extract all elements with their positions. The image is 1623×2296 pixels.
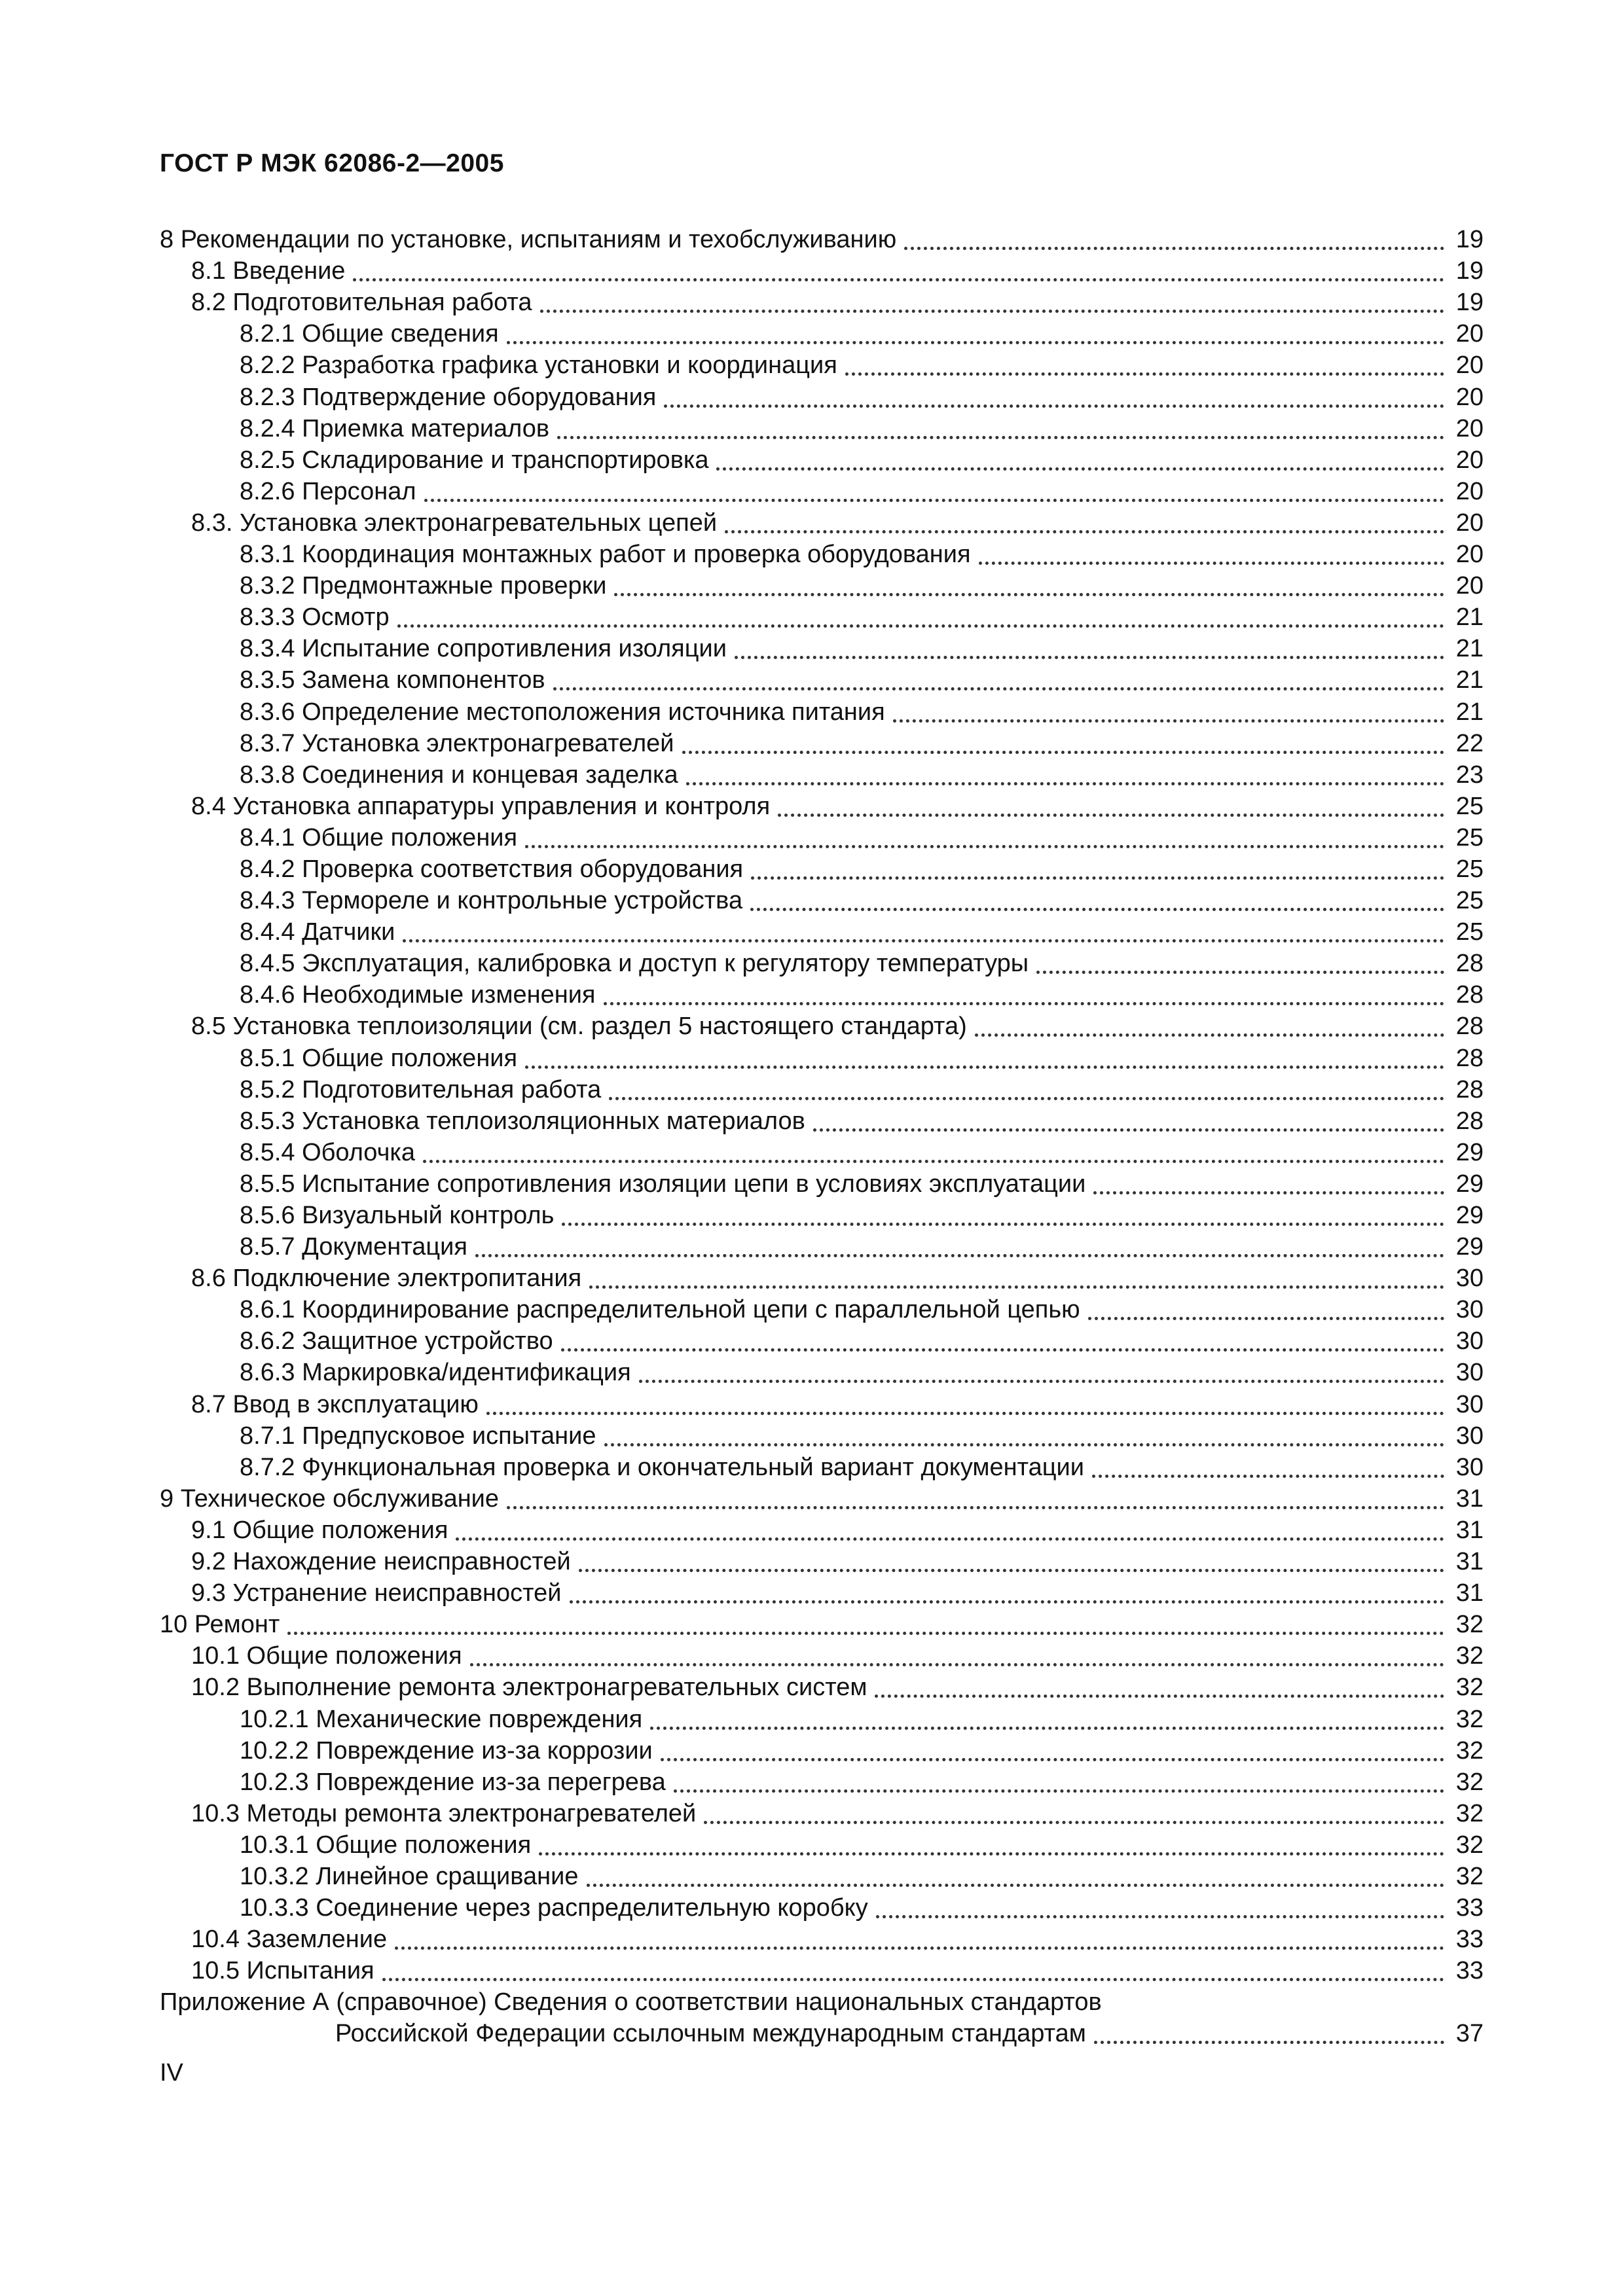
toc-entry-title: 10.3.2 Линейное сращивание (240, 1862, 579, 1890)
toc-entry-page: 28 (1455, 1044, 1484, 1072)
toc-entry-title: 8.4 Установка аппаратуры управления и контроля (191, 792, 771, 820)
toc-entry-title: 10.1 Общие положения (191, 1642, 462, 1670)
toc-entry[interactable] (160, 1577, 1484, 1609)
toc-entry[interactable] (160, 1011, 1484, 1042)
toc-entry[interactable] (160, 1703, 1484, 1734)
toc-entry-page: 31 (1455, 1548, 1484, 1576)
toc-entry-title: Приложение А (справочное) Сведения о соответствии национальных стандартов (160, 1988, 1102, 2017)
toc-entry-title: 8.2.4 Приемка материалов (240, 414, 550, 442)
toc-entry-page: 20 (1455, 383, 1484, 411)
toc-leader-dots (604, 996, 1444, 1005)
toc-leader-dots (650, 1720, 1444, 1730)
toc-entry[interactable] (160, 570, 1484, 601)
toc-entry-page: 32 (1455, 1705, 1484, 1733)
toc-leader-dots (589, 1279, 1444, 1289)
toc-entry-page: 21 (1455, 635, 1484, 663)
toc-entry[interactable] (160, 1955, 1484, 1986)
toc-entry-page: 21 (1455, 603, 1484, 632)
toc-entry[interactable] (160, 822, 1484, 853)
toc-leader-dots (875, 1688, 1444, 1698)
toc-leader-dots (778, 807, 1444, 817)
toc-entry-title: 8.6 Подключение электропитания (191, 1265, 582, 1293)
toc-leader-dots (1036, 964, 1444, 974)
toc-entry[interactable] (160, 476, 1484, 507)
toc-entry-page: 20 (1455, 351, 1484, 380)
toc-entry-page: 25 (1455, 855, 1484, 883)
toc-leader-dots (661, 1751, 1444, 1761)
toc-entry[interactable] (160, 1420, 1484, 1452)
toc-entry-page: 28 (1455, 1075, 1484, 1103)
toc-entry[interactable] (160, 287, 1484, 318)
toc-entry-page: 28 (1455, 950, 1484, 978)
toc-entry[interactable] (160, 853, 1484, 885)
toc-entry-title: 8.3.5 Замена компонентов (240, 666, 545, 694)
toc-leader-dots (664, 398, 1444, 408)
toc-entry[interactable] (160, 1767, 1484, 1798)
toc-entry[interactable] (160, 696, 1484, 727)
toc-appendix-line-2[interactable] (160, 2018, 1484, 2049)
toc-leader-dots (609, 1090, 1444, 1100)
toc-entry-title: 10.2.2 Повреждение из-за коррозии (240, 1736, 653, 1765)
toc-entry-page: 28 (1455, 981, 1484, 1009)
toc-entry-title: 10.2 Выполнение ремонта электронагревательных систем (191, 1674, 867, 1702)
toc-entry-title: 10.3 Методы ремонта электронагревателей (191, 1799, 697, 1827)
toc-leader-dots (403, 933, 1444, 942)
toc-leader-dots (507, 334, 1444, 344)
page-number-footer: IV (160, 2059, 183, 2087)
toc-entry-page: 33 (1455, 1894, 1484, 1922)
toc-entry[interactable] (160, 507, 1484, 539)
toc-entry[interactable] (160, 601, 1484, 633)
toc-entry-title: 8.1 Введение (191, 257, 346, 285)
toc-entry-title: 8.2.6 Персонал (240, 477, 416, 505)
toc-entry-page: 30 (1455, 1390, 1484, 1418)
toc-entry-title: 8.6.1 Координирование распределительной цепи с параллельной цепью (240, 1296, 1080, 1324)
toc-entry[interactable] (160, 885, 1484, 916)
toc-entry-title: 8.4.4 Датчики (240, 918, 395, 946)
toc-entry-title: 8.3.2 Предмонтажные проверки (240, 572, 607, 600)
toc-entry-page: 28 (1455, 1013, 1484, 1041)
toc-leader-dots (725, 524, 1444, 533)
toc-entry-title: 8.2.2 Разработка графика установки и координация (240, 351, 837, 380)
toc-entry-title: 9.1 Общие положения (191, 1516, 448, 1544)
toc-leader-dots (716, 461, 1444, 471)
toc-entry-page: 30 (1455, 1327, 1484, 1355)
toc-entry-title: 8.4.1 Общие положения (240, 823, 518, 852)
toc-entry[interactable] (160, 1672, 1484, 1703)
toc-entry-page: 20 (1455, 414, 1484, 442)
toc-leader-dots (735, 649, 1444, 659)
toc-entry-title: Российской Федерации ссылочным международным стандартам (335, 2020, 1086, 2048)
toc-entry[interactable] (160, 318, 1484, 350)
toc-entry-title: 8.3.3 Осмотр (240, 603, 390, 632)
toc-entry-title: 8.7 Ввод в эксплуатацию (191, 1390, 479, 1418)
toc-leader-dots (686, 776, 1444, 785)
toc-entry-title: 10.2.1 Механические повреждения (240, 1705, 643, 1733)
toc-entry-page: 29 (1455, 1138, 1484, 1166)
toc-entry[interactable] (160, 1452, 1484, 1483)
toc-entry[interactable] (160, 1798, 1484, 1829)
toc-leader-dots (604, 1437, 1445, 1446)
toc-leader-dots (562, 1216, 1444, 1226)
toc-entry-page: 31 (1455, 1579, 1484, 1607)
toc-entry-page: 32 (1455, 1736, 1484, 1765)
toc-entry[interactable] (160, 979, 1484, 1011)
toc-entry[interactable] (160, 1325, 1484, 1357)
toc-entry-page: 20 (1455, 541, 1484, 569)
toc-entry-page: 32 (1455, 1642, 1484, 1670)
toc-entry[interactable] (160, 1105, 1484, 1137)
toc-entry[interactable] (160, 1231, 1484, 1263)
toc-entry-title: 9 Техническое обслуживание (160, 1484, 500, 1513)
toc-entry-title: 8.5.6 Визуальный контроль (240, 1202, 555, 1229)
toc-entry-page: 21 (1455, 666, 1484, 694)
toc-entry[interactable] (160, 1861, 1484, 1892)
toc-entry-page: 20 (1455, 446, 1484, 474)
toc-leader-dots (750, 901, 1444, 911)
toc-entry-title: 8.5.3 Установка теплоизоляционных материалов (240, 1107, 805, 1135)
toc-entry-page: 29 (1455, 1202, 1484, 1229)
toc-entry[interactable] (160, 1168, 1484, 1200)
toc-entry-page: 22 (1455, 729, 1484, 757)
toc-entry-page: 25 (1455, 887, 1484, 915)
toc-leader-dots (904, 240, 1444, 250)
toc-entry[interactable] (160, 1483, 1484, 1515)
toc-entry-title: 8.3.7 Установка электронагревателей (240, 729, 674, 757)
toc-entry-title: 9.3 Устранение неисправностей (191, 1579, 562, 1607)
toc-entry-page: 30 (1455, 1453, 1484, 1481)
toc-leader-dots (570, 1594, 1444, 1604)
toc-entry-title: 10.3.3 Соединение через распределительную коробку (240, 1894, 868, 1922)
toc-entry[interactable] (160, 1640, 1484, 1672)
toc-leader-dots (353, 272, 1444, 281)
toc-entry-page: 33 (1455, 1957, 1484, 1985)
toc-entry-title: 10.2.3 Повреждение из-за перегрева (240, 1768, 666, 1796)
toc-entry-title: 8.5.7 Документация (240, 1233, 467, 1261)
toc-entry-title: 8.2.1 Общие сведения (240, 320, 499, 348)
toc-entry[interactable] (160, 1263, 1484, 1294)
toc-leader-dots (539, 1846, 1444, 1856)
toc-leader-dots (456, 1531, 1444, 1541)
toc-entry-title: 8.3.6 Определение местоположения источника питания (240, 698, 885, 726)
toc-entry-title: 8.2.5 Складирование и транспортировка (240, 446, 709, 474)
toc-entry[interactable] (160, 1357, 1484, 1388)
toc-leader-dots (704, 1814, 1444, 1824)
toc-entry[interactable] (160, 1609, 1484, 1640)
toc-leader-dots (674, 1783, 1444, 1793)
toc-entry-title: 8.5.1 Общие положения (240, 1044, 518, 1072)
toc-entry[interactable] (160, 350, 1484, 381)
toc-entry-title: 8.2 Подготовительная работа (191, 289, 532, 317)
toc-leader-dots (540, 303, 1444, 313)
toc-entry[interactable] (160, 1074, 1484, 1105)
toc-leader-dots (1093, 1185, 1444, 1194)
toc-entry[interactable] (160, 444, 1484, 476)
toc-entry-title: 8.3.4 Испытание сопротивления изоляции (240, 635, 727, 663)
toc-entry-page: 29 (1455, 1170, 1484, 1198)
toc-entry[interactable] (160, 1388, 1484, 1420)
toc-entry-page: 25 (1455, 823, 1484, 852)
toc-entry-page: 21 (1455, 698, 1484, 726)
toc-entry-title: 10.4 Заземление (191, 1926, 388, 1954)
toc-entry-title: 8.4.3 Термореле и контрольные устройства (240, 887, 743, 915)
toc-entry-page: 37 (1455, 2020, 1484, 2048)
toc-leader-dots (579, 1562, 1444, 1572)
toc-entry-page: 31 (1455, 1484, 1484, 1513)
toc-leader-dots (475, 1247, 1444, 1257)
toc-entry[interactable] (160, 1924, 1484, 1955)
toc-entry-title: 10 Ремонт (160, 1611, 280, 1639)
toc-leader-dots (382, 1971, 1444, 1981)
toc-leader-dots (845, 366, 1444, 376)
toc-entry-page: 29 (1455, 1233, 1484, 1261)
toc-entry[interactable] (160, 1200, 1484, 1231)
toc-entry-title: 8.5.2 Подготовительная работа (240, 1075, 602, 1103)
toc-entry-title: 10.3.1 Общие положения (240, 1831, 532, 1859)
table-of-contents (160, 224, 1484, 2049)
toc-leader-dots (424, 492, 1444, 502)
toc-leader-dots (587, 1877, 1444, 1887)
toc-leader-dots (561, 1342, 1444, 1352)
toc-entry-page: 32 (1455, 1674, 1484, 1702)
toc-entry-title: 8.5.5 Испытание сопротивления изоляции цепи в условиях эксплуатации (240, 1170, 1086, 1198)
toc-entry-page: 32 (1455, 1799, 1484, 1827)
toc-entry-page: 25 (1455, 792, 1484, 820)
toc-entry-title: 8.3. Установка электронагревательных цепей (191, 509, 718, 537)
toc-entry[interactable] (160, 1515, 1484, 1546)
toc-entry-page: 31 (1455, 1516, 1484, 1544)
toc-leader-dots (397, 618, 1444, 628)
toc-entry[interactable] (160, 255, 1484, 287)
toc-entry[interactable] (160, 1137, 1484, 1168)
toc-entry[interactable] (160, 664, 1484, 696)
toc-entry-page: 19 (1455, 257, 1484, 285)
toc-leader-dots (470, 1657, 1444, 1666)
toc-entry-page: 30 (1455, 1359, 1484, 1387)
toc-appendix-line-1[interactable] (160, 1986, 1484, 2018)
toc-leader-dots (813, 1122, 1444, 1132)
toc-entry-page: 30 (1455, 1296, 1484, 1324)
toc-entry-title: 8.3.1 Координация монтажных работ и проверка оборудования (240, 541, 971, 569)
toc-leader-dots (682, 744, 1444, 754)
toc-entry[interactable] (160, 1735, 1484, 1767)
toc-entry-page: 25 (1455, 918, 1484, 946)
toc-entry-page: 20 (1455, 477, 1484, 505)
toc-leader-dots (525, 838, 1444, 848)
toc-entry[interactable] (160, 539, 1484, 570)
toc-entry[interactable] (160, 1294, 1484, 1325)
toc-leader-dots (893, 713, 1444, 723)
document-header: ГОСТ Р МЭК 62086-2—2005 (160, 149, 504, 177)
toc-entry[interactable] (160, 1829, 1484, 1861)
toc-leader-dots (486, 1405, 1444, 1415)
toc-leader-dots (876, 1909, 1444, 1918)
toc-entry-title: 8.6.3 Маркировка/идентификация (240, 1359, 631, 1387)
toc-entry-page: 23 (1455, 761, 1484, 789)
toc-entry-title: 8 Рекомендации по установке, испытаниям и техобслуживанию (160, 226, 897, 254)
toc-entry[interactable] (160, 1546, 1484, 1577)
toc-entry-page: 32 (1455, 1831, 1484, 1859)
toc-leader-dots (1094, 2034, 1444, 2044)
toc-entry-page: 30 (1455, 1422, 1484, 1450)
toc-leader-dots (1088, 1310, 1444, 1320)
toc-entry-page: 32 (1455, 1862, 1484, 1890)
toc-entry-page: 33 (1455, 1926, 1484, 1954)
toc-entry-title: 8.4.2 Проверка соответствия оборудования (240, 855, 744, 883)
toc-entry[interactable] (160, 1892, 1484, 1924)
toc-leader-dots (395, 1940, 1444, 1950)
toc-entry[interactable] (160, 413, 1484, 444)
toc-entry-page: 19 (1455, 289, 1484, 317)
toc-leader-dots (553, 681, 1444, 691)
toc-leader-dots (979, 555, 1444, 565)
toc-entry-page: 32 (1455, 1768, 1484, 1796)
toc-entry[interactable] (160, 633, 1484, 664)
toc-entry-page: 30 (1455, 1265, 1484, 1293)
toc-entry-page: 20 (1455, 509, 1484, 537)
toc-entry-page: 20 (1455, 572, 1484, 600)
toc-entry-title: 8.5.4 Оболочка (240, 1138, 415, 1166)
toc-leader-dots (614, 586, 1444, 596)
toc-leader-dots (975, 1027, 1444, 1037)
toc-leader-dots (557, 429, 1444, 439)
toc-entry[interactable] (160, 1042, 1484, 1073)
toc-leader-dots (1092, 1468, 1444, 1478)
toc-entry-page: 28 (1455, 1107, 1484, 1135)
toc-entry-title: 8.3.8 Соединения и концевая заделка (240, 761, 678, 789)
toc-leader-dots (423, 1153, 1444, 1163)
toc-entry-title: 8.4.5 Эксплуатация, калибровка и доступ к регулятору температуры (240, 950, 1029, 978)
toc-entry-page: 19 (1455, 226, 1484, 254)
toc-entry[interactable] (160, 948, 1484, 979)
toc-entry-title: 8.6.2 Защитное устройство (240, 1327, 553, 1355)
toc-entry[interactable] (160, 759, 1484, 791)
toc-leader-dots (287, 1625, 1444, 1635)
toc-entry-title: 8.5 Установка теплоизоляции (см. раздел 5 настоящего стандарта) (191, 1013, 967, 1041)
toc-entry-title: 8.4.6 Необходимые изменения (240, 981, 596, 1009)
toc-entry-title: 8.2.3 Подтверждение оборудования (240, 383, 657, 411)
toc-leader-dots (507, 1499, 1444, 1509)
toc-leader-dots (639, 1373, 1444, 1383)
toc-entry-page: 20 (1455, 320, 1484, 348)
toc-entry[interactable] (160, 728, 1484, 759)
toc-entry-title: 9.2 Нахождение неисправностей (191, 1548, 571, 1576)
toc-leader-dots (751, 870, 1444, 880)
toc-entry-title: 8.7.1 Предпусковое испытание (240, 1422, 596, 1450)
toc-leader-dots (525, 1059, 1444, 1069)
toc-entry[interactable] (160, 791, 1484, 822)
toc-entry-title: 8.7.2 Функциональная проверка и окончательный вариант документации (240, 1453, 1084, 1481)
toc-entry-page: 32 (1455, 1611, 1484, 1639)
toc-entry[interactable] (160, 224, 1484, 255)
toc-entry[interactable] (160, 916, 1484, 948)
toc-entry[interactable] (160, 381, 1484, 412)
toc-entry-title: 10.5 Испытания (191, 1957, 374, 1985)
